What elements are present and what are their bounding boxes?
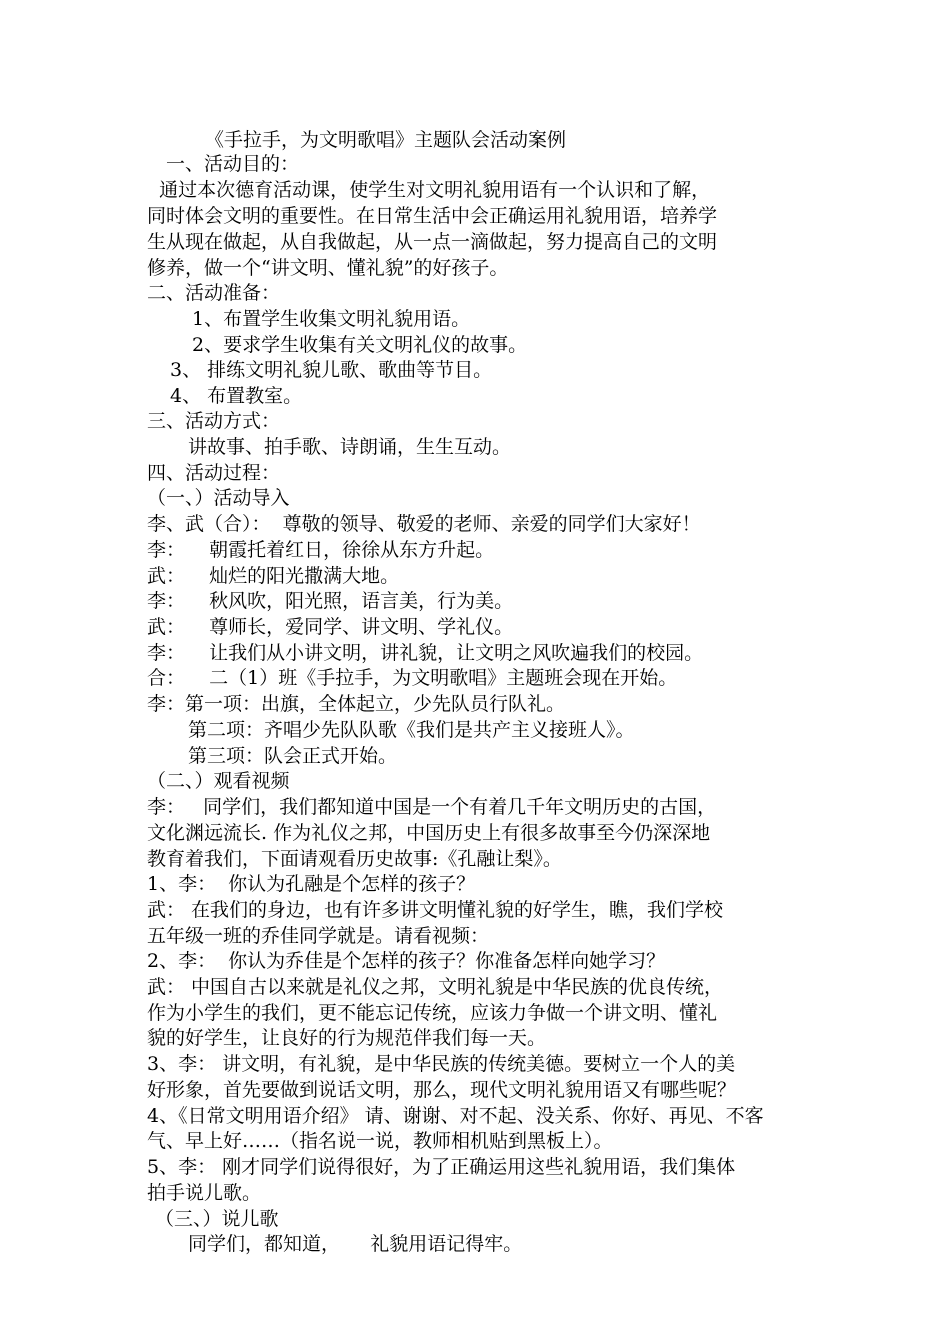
subsection-heading: （一、）活动导入 [147,487,290,509]
subsection-heading: （三、）说儿歌 [155,1208,279,1230]
dialogue-line: 拍手说儿歌。 [147,1182,262,1204]
section-heading-preparation: 二、活动准备： [147,282,281,304]
dialogue-line: 武： 尊师长，爱同学、讲文明、学礼仪。 [147,616,514,638]
subsection-heading: （二、）观看视频 [147,770,290,792]
paragraph-line: 修养，做一个“讲文明、懂礼貌”的好孩子。 [147,257,509,279]
rhyme-line: 同学们，都知道， 礼貌用语记得牢。 [188,1233,523,1255]
dialogue-line: 教育着我们，下面请观看历史故事:《孔融让梨》。 [147,848,562,870]
dialogue-line: 武： 灿烂的阳光撒满大地。 [147,565,400,587]
dialogue-line: 李、武（合）： 尊敬的领导、敬爱的老师、亲爱的同学们大家好！ [147,513,701,535]
paragraph-line: 通过本次德育活动课，使学生对文明礼貌用语有一个认识和了解， [147,179,711,201]
dialogue-line: 文化渊远流长. 作为礼仪之邦，中国历史上有很多故事至今仍深深地 [147,822,711,844]
dialogue-line: 3、李： 讲文明，有礼貌，是中华民族的传统美德。要树立一个人的美 [147,1053,736,1075]
section-heading-purpose: 一、活动目的： [166,153,300,175]
section-heading-method: 三、活动方式： [147,410,281,432]
paragraph-line: 生从现在做起，从自我做起，从一点一滴做起，努力提高自己的文明 [147,231,718,253]
document-title: 《手拉手，为文明歌唱》主题队会活动案例 [205,129,567,151]
dialogue-line: 1、李： 你认为孔融是个怎样的孩子？ [147,873,476,895]
dialogue-line: 4、《日常文明用语介绍》 请、谢谢、对不起、没关系、你好、再见、不客 [147,1105,764,1127]
dialogue-line: 第三项：队会正式开始。 [188,745,398,767]
dialogue-line: 气、早上好……（指名说一说，教师相机贴到黑板上）。 [147,1130,613,1152]
list-item: 1、布置学生收集文明礼貌用语。 [192,308,471,330]
dialogue-line: 武： 中国自古以来就是礼仪之邦，文明礼貌是中华民族的优良传统， [147,976,724,998]
list-item: 3、 排练文明礼貌儿歌、歌曲等节目。 [170,359,493,381]
paragraph-line: 同时体会文明的重要性。在日常生活中会正确运用礼貌用语，培养学 [147,205,718,227]
dialogue-line: 李： 秋风吹，阳光照，语言美，行为美。 [147,590,514,612]
dialogue-line: 5、李： 刚才同学们说得很好，为了正确运用这些礼貌用语，我们集体 [147,1156,736,1178]
dialogue-line: 好形象，首先要做到说话文明，那么，现代文明礼貌用语又有哪些呢？ [147,1079,737,1101]
list-item: 2、要求学生收集有关文明礼仪的故事。 [192,334,528,356]
dialogue-line: 李：第一项：出旗，全体起立，少先队员行队礼。 [147,693,566,715]
dialogue-line: 貌的好学生，让良好的行为规范伴我们每一天。 [147,1027,547,1049]
paragraph-line: 讲故事、拍手歌、诗朗诵，生生互动。 [188,436,512,458]
list-item: 4、 布置教室。 [170,385,303,407]
section-heading-process: 四、活动过程： [147,462,281,484]
dialogue-line: 作为小学生的我们，更不能忘记传统，应该力争做一个讲文明、懂礼 [147,1002,718,1024]
dialogue-line: 李： 同学们，我们都知道中国是一个有着几千年文明历史的古国， [147,796,717,818]
dialogue-line: 五年级一班的乔佳同学就是。请看视频： [147,925,490,947]
dialogue-line: 李： 朝霞托着红日，徐徐从东方升起。 [147,539,495,561]
dialogue-line: 李： 让我们从小讲文明，讲礼貌，让文明之风吹遍我们的校园。 [147,642,704,664]
dialogue-line: 2、李： 你认为乔佳是个怎样的孩子？你准备怎样向她学习？ [147,950,666,972]
dialogue-line: 合： 二（1）班《手拉手，为文明歌唱》主题班会现在开始。 [147,667,678,689]
dialogue-line: 第二项：齐唱少先队队歌《我们是共产主义接班人》。 [188,719,635,741]
dialogue-line: 武： 在我们的身边，也有许多讲文明懂礼貌的好学生，瞧，我们学校 [147,899,724,921]
